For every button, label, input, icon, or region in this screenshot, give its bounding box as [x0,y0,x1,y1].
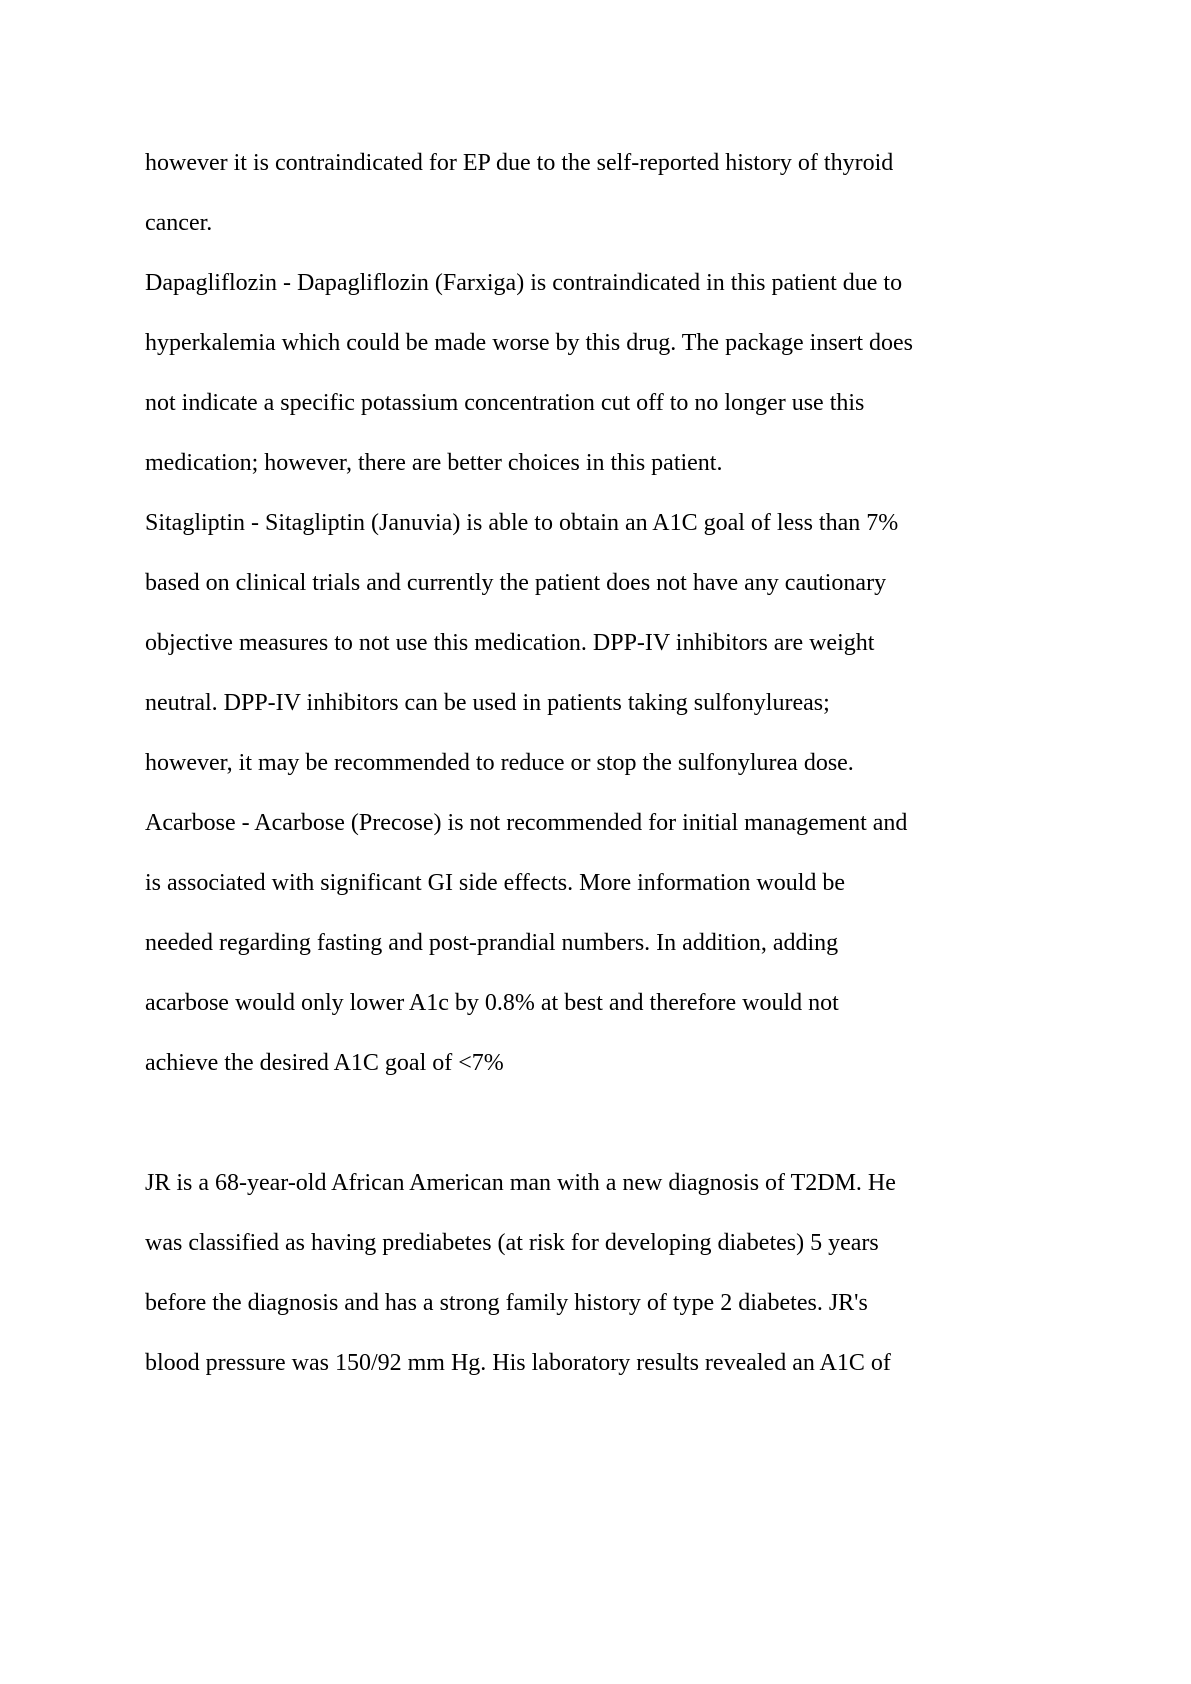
text-line: before the diagnosis and has a strong family history of type 2 diabetes. JR's [145,1290,868,1316]
text-line: acarbose would only lower A1c by 0.8% at best and therefore would not [145,990,839,1016]
text-line: achieve the desired A1C goal of <7% [145,1050,504,1076]
text-line: medication; however, there are better choices in this patient. [145,450,723,476]
text-line: neutral. DPP-IV inhibitors can be used in patients taking sulfonylureas; [145,690,830,716]
text-line: Dapagliflozin - Dapagliflozin (Farxiga) is contraindicated in this patient due to [145,270,903,296]
text-line: however it is contraindicated for EP due to the self-reported history of thyroid [145,150,894,176]
text-line: hyperkalemia which could be made worse by this drug. The package insert does [145,330,913,356]
text-line: needed regarding fasting and post-prandial numbers. In addition, adding [145,930,839,956]
text-line: cancer. [145,210,213,236]
text-line: however, it may be recommended to reduce or stop the sulfonylurea dose. [145,750,854,776]
text-line: was classified as having prediabetes (at risk for developing diabetes) 5 years [145,1230,879,1256]
text-line: objective measures to not use this medication. DPP-IV inhibitors are weight [145,630,875,656]
text-line: is associated with significant GI side effects. More information would be [145,870,846,896]
text-line: JR is a 68-year-old African American man with a new diagnosis of T2DM. He [145,1170,896,1196]
text-line: Sitagliptin - Sitagliptin (Januvia) is able to obtain an A1C goal of less than 7% [145,510,899,536]
text-line: not indicate a specific potassium concentration cut off to no longer use this [145,390,865,416]
text-line: blood pressure was 150/92 mm Hg. His laboratory results revealed an A1C of [145,1350,891,1376]
text-line: based on clinical trials and currently the patient does not have any cautionary [145,570,887,596]
text-line: Acarbose - Acarbose (Precose) is not recommended for initial management and [145,810,908,836]
